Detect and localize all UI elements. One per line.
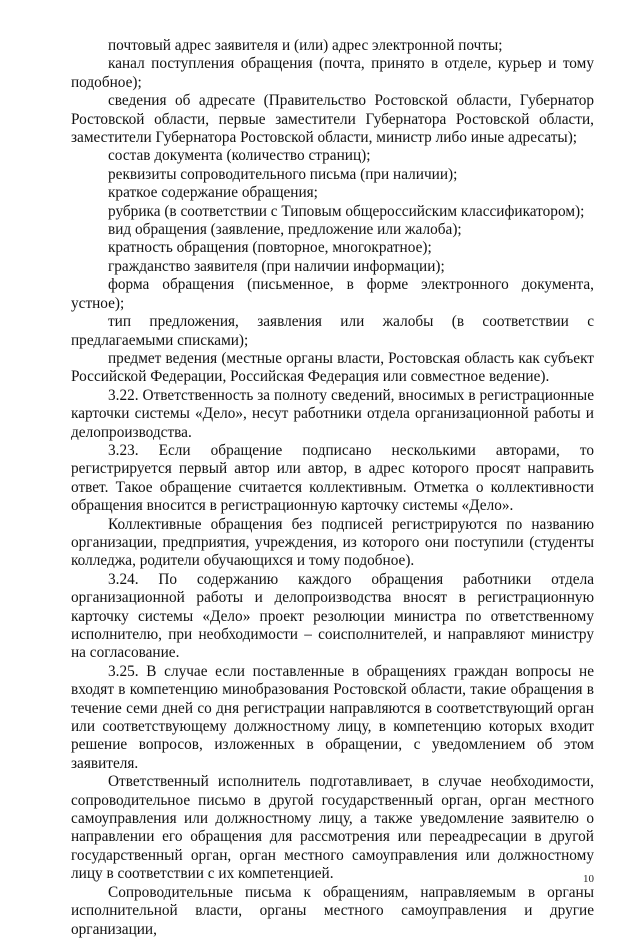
paragraph: рубрика (в соответствии с Типовым общероссийским классификатором); <box>108 202 585 220</box>
page-number: 10 <box>583 873 594 885</box>
paragraph: канал поступления обращения (почта, принято в отделе, курьер и тому подобное); <box>71 55 594 91</box>
paragraph: краткое содержание обращения; <box>108 184 318 202</box>
paragraph: предмет ведения (местные органы власти, Ростовская область как субъект Российской Федерации, Российская Федерация или совместное ведение). <box>71 349 594 386</box>
paragraph: Сопроводительные письма к обращениям, направляемым в органы исполнительной власти, органы местного самоуправления и другие организации, <box>71 883 594 938</box>
section-paragraph-3-22: 3.22. Ответственность за полноту сведений, вносимых в регистрационные карточки системы «Дело», несут работники отдела организационной работы и делопроизводства. <box>71 386 594 441</box>
paragraph: состав документа (количество страниц); <box>108 147 371 165</box>
paragraph: Коллективные обращения без подписей регистрируются по названию организации, предприятия, учреждения, из которого они поступили (студенты колледжа, родители обучающихся и тому подобное). <box>71 515 594 570</box>
paragraph: тип предложения, заявления или жалобы (в соответствии с предлагаемыми списками); <box>71 313 594 349</box>
section-paragraph-3-23: 3.23. Если обращение подписано несколькими авторами, то регистрируется первый автор или автор, в адрес которого просят направить ответ. Такое обращение считается коллективным. Отметка о коллективности обращения вносится в регистрационную карточку системы «Дело». <box>71 441 594 515</box>
paragraph: вид обращения (заявление, предложение или жалоба); <box>108 221 462 239</box>
section-paragraph-3-24: 3.24. По содержанию каждого обращения работники отдела организационной работы и делопроизводства вносят в регистрационную карточку системы «Дело» проект резолюции министра по ответственному исполнителю, при необходимости – соисполнителей, и направляют министру на согласование. <box>71 570 594 662</box>
paragraph: форма обращения (письменное, в форме электронного документа, устное); <box>71 276 594 312</box>
paragraph: гражданство заявителя (при наличии информации); <box>108 257 445 275</box>
paragraph: реквизиты сопроводительного письма (при наличии); <box>108 165 458 183</box>
document-body <box>71 37 594 939</box>
section-paragraph-3-25: 3.25. В случае если поставленные в обращениях граждан вопросы не входят в компетенцию минобразования Ростовской области, такие обращения в течение семи дней со дня регистрации направляются в соответствующий орган или соответствующему должностному лицу, в компетенцию которых входит решение вопросов, изложенных в обращении, с уведомлением об этом заявителя. <box>71 662 594 772</box>
paragraph: почтовый адрес заявителя и (или) адрес электронной почты; <box>108 37 503 54</box>
paragraph: кратность обращения (повторное, многократное); <box>108 239 432 257</box>
paragraph: сведения об адресате (Правительство Ростовской области, Губернатор Ростовской области, первые заместители Губернатора Ростовской области, заместители Губернатора Ростовской области, министр либо иные адресаты); <box>71 92 594 147</box>
paragraph: Ответственный исполнитель подготавливает, в случае необходимости, сопроводительное письмо в другой государственный орган, орган местного самоуправления или должностному лицу, а также уведомление заявителю о направлении его обращения для рассмотрения или переадресации в другой государственный орган, орган местного самоуправления или должностному лицу в соответствии с их компетенцией. <box>71 773 594 883</box>
